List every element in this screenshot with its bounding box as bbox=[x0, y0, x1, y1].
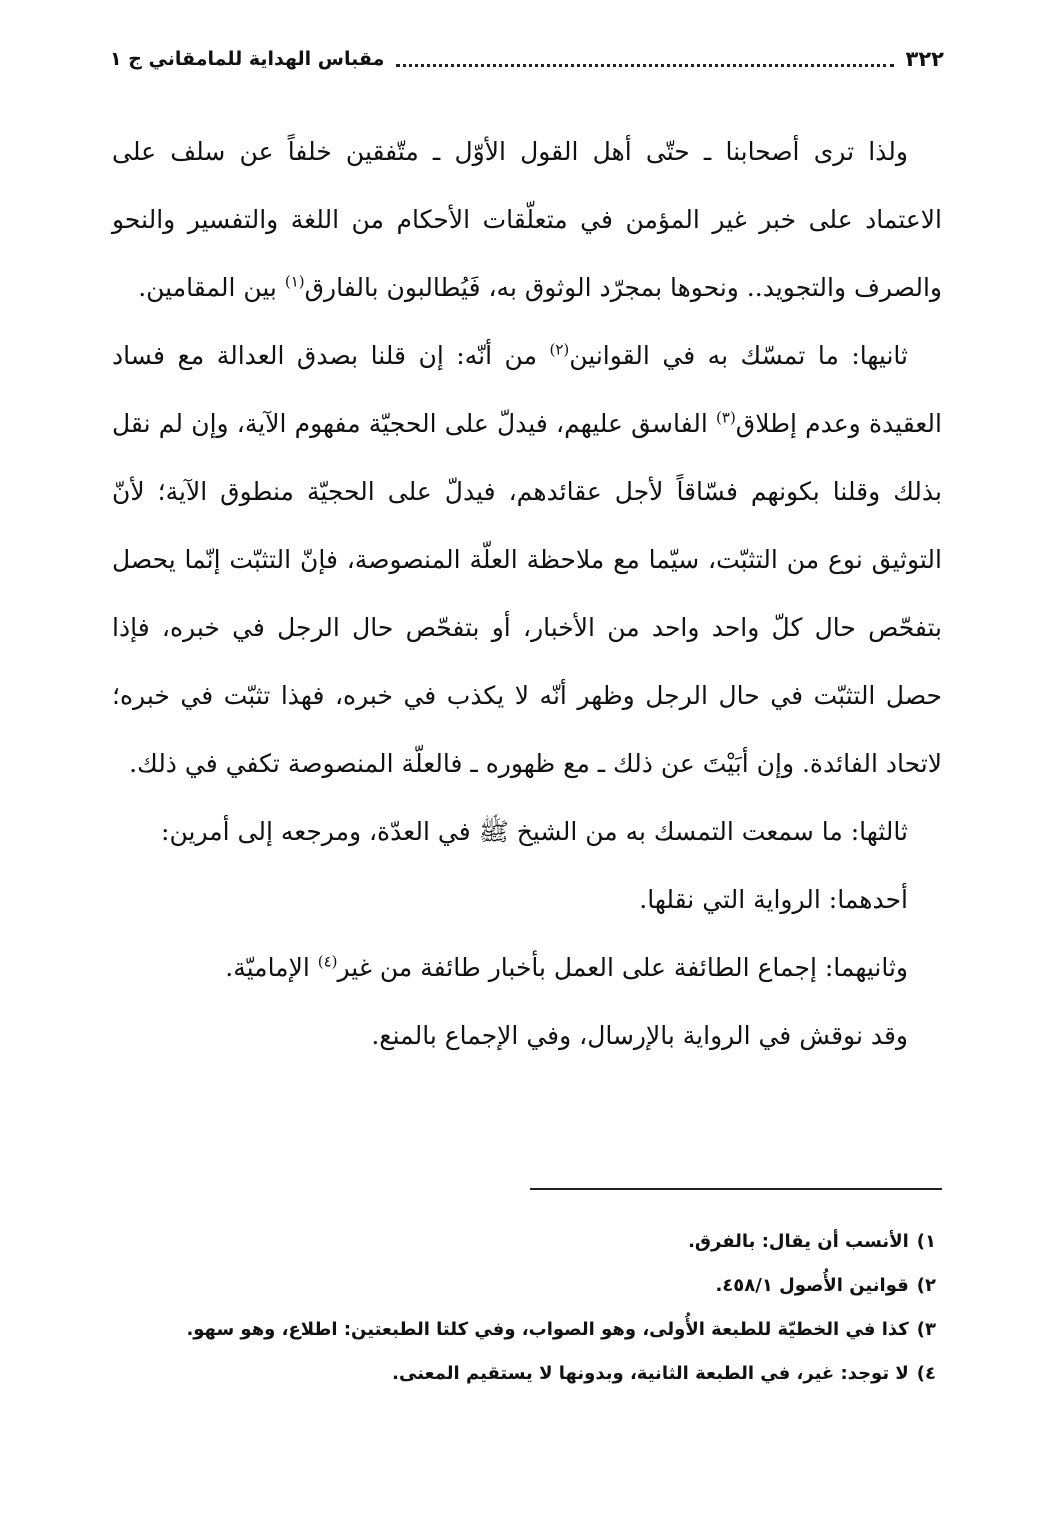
footnote-separator bbox=[530, 1188, 942, 1190]
footnote-ref-1: (١) bbox=[284, 272, 305, 291]
footnote-text: الأنسب أن يقال: بالفرق. bbox=[688, 1231, 909, 1252]
main-text bbox=[112, 118, 942, 1070]
footnote-4 bbox=[112, 1352, 942, 1396]
footnote-3 bbox=[112, 1308, 942, 1352]
text-run: أحدهما: الرواية التي نقلها. bbox=[639, 885, 908, 914]
paragraph-1 bbox=[112, 118, 942, 322]
footnote-1 bbox=[112, 1220, 942, 1264]
text-run: بين المقامين. bbox=[138, 273, 285, 302]
footnote-number: ٢) bbox=[916, 1275, 936, 1296]
footnote-2 bbox=[112, 1264, 942, 1308]
text-run: الإماميّة. bbox=[225, 953, 318, 982]
text-run: ثانيها: ما تمسّك به في القوانين bbox=[569, 341, 908, 370]
footnote-text: لا توجد: غير، في الطبعة الثانية، وبدونها لا يستقيم المعنى. bbox=[392, 1363, 909, 1384]
header-dot-leader bbox=[396, 64, 893, 67]
page-number: ٣٢٢ bbox=[905, 47, 944, 71]
text-run: من أنّه: إن قلنا بصدق العدالة مع فساد العقيدة وعدم إطلاق bbox=[112, 341, 942, 438]
paragraph-5 bbox=[112, 934, 942, 1002]
paragraph-4 bbox=[112, 866, 942, 934]
footnote-ref-4: (٤) bbox=[317, 952, 338, 971]
footnote-number: ١) bbox=[916, 1231, 936, 1252]
footnote-number: ٣) bbox=[916, 1319, 936, 1340]
running-header bbox=[110, 42, 944, 76]
footnote-ref-3: (٣) bbox=[716, 408, 736, 427]
paragraph-6 bbox=[112, 1002, 942, 1070]
text-run: وقد نوقش في الرواية بالإرسال، وفي الإجماع بالمنع. bbox=[371, 1021, 908, 1050]
text-run: ولذا ترى أصحابنا ـ حتّى أهل القول الأوّل ـ متّفقين خلفاً عن سلف على الاعتماد على خبر غير المؤمن في متعلّقات الأحكام من اللغة والتفسير والنحو والصرف والتجويد.. ونحوها بمجرّد الوثوق به، فَيُطالبون بالفارق bbox=[112, 137, 942, 302]
text-run: وثانيهما: إجماع الطائفة على العمل بأخبار طائفة من غير bbox=[337, 953, 908, 982]
paragraph-2 bbox=[112, 322, 942, 798]
text-run: ثالثها: ما سمعت التمسك به من الشيخ ﷺ في العدّة، ومرجعه إلى أمرين: bbox=[161, 817, 908, 846]
footnote-ref-2: (٢) bbox=[549, 340, 570, 359]
book-title: مقباس الهداية للمامقاني ج ١ bbox=[110, 48, 385, 70]
footnote-text: كذا في الخطيّة للطبعة الأُولى، وهو الصواب، وفي كلتا الطبعتين: اطلاع، وهو سهو. bbox=[186, 1319, 909, 1340]
paragraph-3 bbox=[112, 798, 942, 866]
footnotes bbox=[112, 1220, 942, 1396]
footnote-number: ٤) bbox=[916, 1363, 936, 1384]
footnote-text: قوانين الأُصول ٤٥٨/١. bbox=[715, 1275, 909, 1296]
text-run: الفاسق عليهم، فيدلّ على الحجيّة مفهوم الآية، وإن لم نقل بذلك وقلنا بكونهم فسّاقاً لأجل عقائدهم، فيدلّ على الحجيّة منطوق الآية؛ لأنّ التوثيق نوع من التثبّت، سيّما مع ملاحظة العلّة المنصوصة، فإنّ التثبّت إنّما يحصل بتفحّص حال كلّ واحد واحد من الأخبار، أو بتفحّص حال الرجل في خبره، فإذا حصل التثبّت في حال الرجل وظهر أنّه لا يكذب في خبره، فهذا تثبّت في خبره؛ لاتحاد الفائدة. وإن أبَيْتَ عن ذلك ـ مع ظهوره ـ فالعلّة المنصوصة تكفي في ذلك. bbox=[112, 409, 942, 778]
